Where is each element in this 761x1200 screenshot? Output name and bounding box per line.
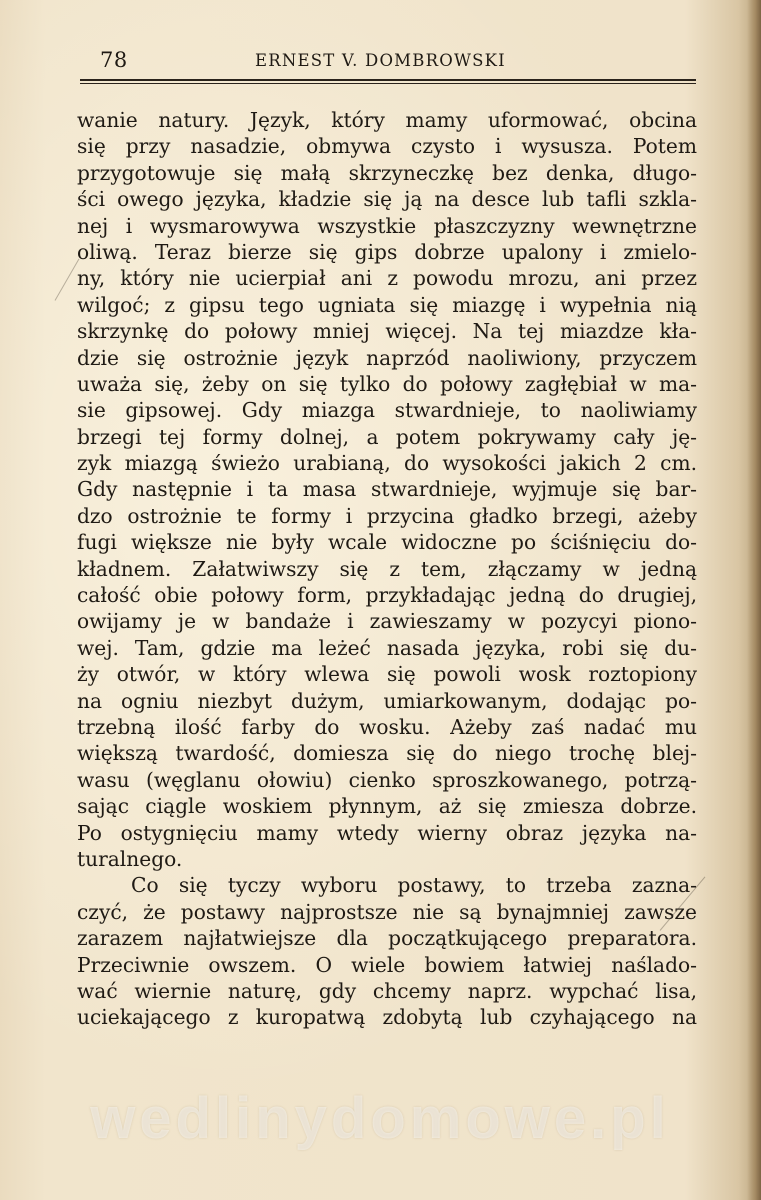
text-line: zarazem najłatwiejsze dla początkującego preparatora. [77, 926, 697, 951]
text-line: ści owego języka, kładzie się ją na desce lub tafli szkla- [77, 187, 697, 212]
text-line: brzegi tej formy dolnej, a potem pokrywamy cały ję- [77, 424, 697, 449]
text-line: sie gipsowej. Gdy miazga stwardnieje, to naoliwiamy [77, 398, 697, 423]
text-line: nej i wysmarowywa wszystkie płaszczyzny wewnętrzne [77, 213, 697, 238]
text-line: całość obie połowy form, przykładając jedną do drugiej, [77, 583, 697, 608]
text-line: wej. Tam, gdzie ma leżeć nasada języka, robi się du- [77, 635, 697, 660]
text-line: wać wiernie naturę, gdy chcemy naprz. wypchać lisa, [77, 978, 697, 1003]
text-line: uciekającego z kuropatwą zdobytą lub czyhającego na [77, 1005, 697, 1030]
text-line: Przeciwnie owszem. O wiele bowiem łatwiej naślado- [77, 952, 697, 977]
page-number: 78 [100, 48, 128, 72]
text-line: się przy nasadzie, obmywa czysto i wysusza. Potem [77, 134, 697, 159]
text-line: wasu (węglanu ołowiu) cienko sproszkowanego, potrzą- [77, 767, 697, 792]
text-line: skrzynkę do połowy mniej więcej. Na tej miazdze kła- [77, 319, 697, 344]
text-line: zyk miazgą świeżo urabianą, do wysokości jakich 2 cm. [77, 451, 697, 476]
text-line: trzebną ilość farby do wosku. Ażeby zaś nadać mu [77, 714, 697, 739]
pencil-mark [55, 259, 80, 301]
text-line: Co się tyczy wyboru postawy, to trzeba zazna- [131, 873, 697, 898]
text-line: czyć, że postawy najprostsze nie są bynajmniej zawsze [77, 899, 697, 924]
page-header [80, 44, 694, 74]
text-line: turalnego. [77, 846, 183, 871]
text-line: wilgoć; z gipsu tego ugniata się miazgę i wypełnia nią [77, 292, 697, 317]
text-line: kładnem. Załatwiwszy się z tem, złączamy w jedną [77, 556, 697, 581]
text-line: Gdy następnie i ta masa stwardnieje, wyjmuje się bar- [77, 477, 697, 502]
text-line: ny, który nie ucierpiał ani z powodu mrozu, ani przez [77, 266, 697, 291]
text-line: ży otwór, w który wlewa się powoli wosk roztopiony [77, 662, 697, 687]
running-head: ERNEST V. DOMBROWSKI [255, 51, 506, 70]
text-line: większą twardość, domiesza się do niego trochę blej- [77, 741, 697, 766]
text-line: oliwą. Teraz bierze się gips dobrze upalony i zmielo- [77, 239, 697, 264]
text-line: owijamy je w bandaże i zawieszamy w pozycyi piono- [77, 609, 697, 634]
text-line: Po ostygnięciu mamy wtedy wierny obraz języka na- [77, 820, 697, 845]
text-line: przygotowuje się małą skrzyneczkę bez denka, długo- [77, 160, 697, 185]
text-line: wanie natury. Język, który mamy uformować, obcina [77, 108, 697, 132]
text-line: sając ciągle woskiem płynnym, aż się zmiesza dobrze. [77, 794, 697, 819]
text-line: fugi większe nie były wcale widoczne po ściśnięciu do- [77, 530, 697, 555]
text-line: uważa się, żeby on się tylko do połowy zagłębiał w ma- [77, 371, 697, 396]
text-line: dzie się ostrożnie język naprzód naoliwiony, przyczem [77, 345, 697, 370]
header-rule-thin [80, 83, 696, 84]
body-text [77, 107, 697, 1031]
watermark: wedlinydomowe.pl [90, 1086, 670, 1151]
header-rule [80, 79, 696, 81]
page-edge-shadow [747, 0, 761, 1200]
text-line: na ogniu niezbyt dużym, umiarkowanym, dodając po- [77, 688, 697, 713]
text-line: dzo ostrożnie te formy i przycina gładko brzegi, ażeby [77, 503, 697, 528]
